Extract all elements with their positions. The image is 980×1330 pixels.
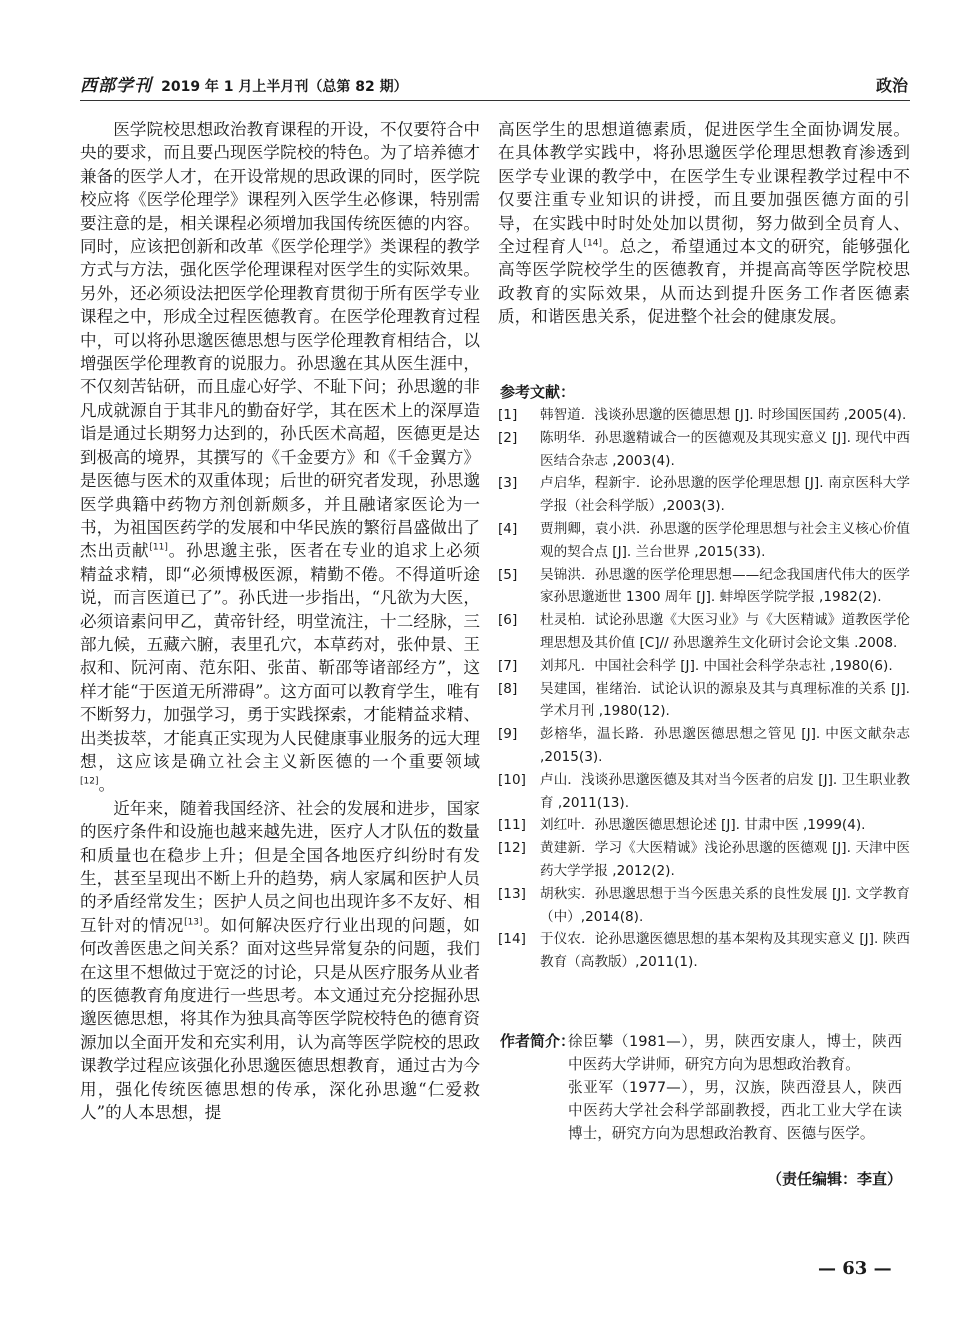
citation-marker: [13] bbox=[184, 917, 203, 928]
references-heading: 参考文献： bbox=[500, 383, 576, 401]
reference-number: [13] bbox=[498, 885, 526, 902]
reference-text: 刘邦凡．中国社会科学 [J]. 中国社会科学杂志社 ,1980(6). bbox=[540, 657, 893, 674]
reference-number: [7] bbox=[498, 657, 518, 674]
reference-text: 杜灵柏．试论孙思邈《大医习业》与《大医精诚》道教医学伦理思想及其价值 [C]// 孙思邈养生文化研讨会论文集 .2008. bbox=[540, 612, 910, 651]
right-column bbox=[498, 118, 910, 329]
reference-list bbox=[498, 404, 910, 974]
reference-number: [14] bbox=[498, 931, 526, 948]
paragraph-text: 。孙思邈主张，医者在专业的追求上必须精益求精，即“必须博极医源，精勤不倦。不得道听途说，而言医道已了”。孙氏进一步指出，“凡欲为大医，必须谙素问甲乙，黄帝针经，明堂流注，十二经脉，三部九候，五藏六腑，表里孔穴，本草药对，张仲景、王叔和、阮河南、范东阳、张苗、靳邵等诸部经方”，这样才能“于医道无所滞碍”。这方面可以教育学生，唯有不断努力，加强学习，勇于实践探索，才能精益求精、出类拔萃，才能真正实现为人民健康事业服务的远大理想，这应该是确立社会主义新医德的一个重要领域 bbox=[80, 541, 481, 771]
author-intro bbox=[568, 1030, 902, 1145]
reference-text: 陈明华．孙思邈精诚合一的医德观及其现实意义 [J]. 现代中西医结合杂志 ,2003(4). bbox=[540, 429, 910, 469]
reference-item bbox=[498, 655, 910, 678]
paragraph-text: 。如何解决医疗行业出现的问题，如何改善医患之间关系？面对这些异常复杂的问题，我们在这里不想做过于宽泛的讨论，只是从医疗服务从业者的医德教育角度进行一些思考。本文通过充分挖掘孙思邈医德思想，将其作为独具高等医学院校特色的德育资源加以全面开发和充实利用，认为高等医学院校的思政课教学过程应该强化孙思邈医德思想教育，通过古为今用，强化传统医德思想的传承，深化孙思邈“仁爱救人”的人本思想，提 bbox=[80, 915, 481, 1123]
reference-number: [1] bbox=[498, 407, 518, 423]
running-header bbox=[80, 72, 910, 101]
reference-item bbox=[498, 769, 910, 815]
paragraph-text: 。 bbox=[98, 775, 116, 795]
reference-item bbox=[498, 518, 910, 564]
reference-text: 卢山．浅谈孙思邈医德及其对当今医者的启发 [J]. 卫生职业教育 ,2011(13). bbox=[540, 771, 910, 811]
reference-number: [2] bbox=[498, 429, 518, 446]
reference-text: 卢启华，程新宇．论孙思邈的医学伦理思想 [J]. 南京医科大学学报（社会科学版）,2003(3). bbox=[540, 475, 910, 515]
reference-text: 胡秋实．孙思邈思想于当今医患关系的良性发展 [J]. 文学教育（中）,2014(8). bbox=[540, 885, 910, 925]
reference-item bbox=[498, 883, 910, 929]
reference-number: [10] bbox=[498, 771, 526, 788]
reference-item bbox=[498, 678, 910, 724]
left-column bbox=[80, 118, 480, 1124]
reference-number: [9] bbox=[498, 726, 518, 743]
journal-logo: 西部学刊 bbox=[80, 76, 152, 96]
reference-item bbox=[498, 564, 910, 610]
reference-text: 刘红叶．孙思邈医德思想论述 [J]. 甘肃中医 ,1999(4). bbox=[540, 817, 866, 834]
reference-number: [3] bbox=[498, 475, 518, 492]
author-intro-label: 作者简介： bbox=[500, 1032, 576, 1050]
reference-item bbox=[498, 472, 910, 518]
citation-marker: [11] bbox=[149, 542, 168, 553]
reference-number: [12] bbox=[498, 840, 526, 857]
reference-number: [6] bbox=[498, 612, 518, 629]
reference-item bbox=[498, 427, 910, 473]
reference-item bbox=[498, 837, 910, 883]
author-bio: 张亚军（1977—），男，汉族，陕西澄县人，陕西中医药大学社会科学部副教授，西北工业大学在读博士，研究方向为思想政治教育、医德与医学。 bbox=[568, 1079, 902, 1142]
reference-item bbox=[498, 404, 910, 427]
paragraph-text: 近年来，随着我国经济、社会的发展和进步，国家的医疗条件和设施也越来越先进，医疗人才队伍的数量和质量也在稳步上升；但是全国各地医疗纠纷时有发生，甚至呈现出不断上升的趋势，病人家属和医护人员的矛盾经常发生；医护人员之间也出现许多不友好、相互针对的情况 bbox=[80, 798, 480, 935]
reference-text: 贾荆卿，袁小洪．孙思邈的医学伦理思想与社会主义核心价值观的契合点 [J]. 兰台世界 ,2015(33). bbox=[540, 520, 910, 560]
page-number: — 63 — bbox=[818, 1258, 892, 1279]
reference-number: [5] bbox=[498, 566, 518, 583]
paragraph-text: 。总之，希望通过本文的研究，能够强化高等医学院校学生的医德教育，并提高高等医学院校思政教育的实际效果，从而达到提升医务工作者医德素质，和谐医患关系，促进整个社会的健康发展。 bbox=[498, 237, 910, 327]
reference-text: 韩智道．浅谈孙思邈的医德思想 [J]. 时珍国医国药 ,2005(4). bbox=[540, 407, 907, 423]
paragraph-text: 医学院校思想政治教育课程的开设，不仅要符合中央的要求，而且要凸现医学院校的特色。为了培养德才兼备的医学人才，在开设常规的思政课的同时，医学院校应将《医学伦理学》课程列入医学生必修课，特别需要注意的是，相关课程必须增加我国传统医德的内容。同时，应该把创新和改革《医学伦理学》类课程的教学方式与方法，强化医学伦理课程对医学生的实际效果。另外，还必须设法把医学伦理教育贯彻于所有医学专业课程之中，形成全过程医德教育。在医学伦理教育过程中，可以将孙思邈医德思想与医学伦理教育相结合，以增强医学伦理教育的说服力。孙思邈在其从医生涯中，不仅刻苦钻研，而且虚心好学、不耻下问；孙思邈的非凡成就源自于其非凡的勤奋好学，其在医术上的深厚造诣是通过长期努力达到的，孙氏医术高超，医德更是达到极高的境界，其撰写的《千金要方》和《千金翼方》是医德与医术的双重体现；后世的研究者发现，孙思邈医学典籍中药物方剂创新颇多，并且融诸家医论为一书，为祖国医药学的发展和中华民族的繁衍昌盛做出了杰出贡献 bbox=[80, 120, 480, 561]
reference-number: [8] bbox=[498, 680, 518, 697]
reference-number: [4] bbox=[498, 520, 518, 537]
issue-info: 2019 年 1 月上半月刊（总第 82 期） bbox=[161, 79, 408, 95]
paragraph-text: 高医学生的思想道德素质，促进医学生全面协调发展。在具体教学实践中，将孙思邈医学伦理思想教育渗透到医学专业课的教学中，在医学生专业课程教学过程中不仅要注重专业知识的讲授，而且要加强医德方面的引导，在实践中时时处处加以贯彻，努力做到全员育人、全过程育人 bbox=[498, 120, 910, 257]
reference-item bbox=[498, 928, 910, 974]
citation-marker: [12] bbox=[80, 776, 99, 787]
body-paragraph bbox=[80, 118, 480, 797]
reference-text: 吴建国，崔绪治．试论认识的源泉及其与真理标准的关系 [J]. 学术月刊 ,1980(12). bbox=[540, 680, 910, 720]
reference-text: 吴锦洪．孙思邈的医学伦理思想——纪念我国唐代伟大的医学家孙思邈逝世 1300 周年 [J]. 蚌埠医学院学报 ,1982(2). bbox=[540, 566, 910, 606]
responsible-editor: （责任编辑：李直） bbox=[766, 1170, 902, 1188]
reference-text: 于仪农．论孙思邈医德思想的基本架构及其现实意义 [J]. 陕西教育（高教版）,2011(1). bbox=[540, 931, 910, 971]
reference-item bbox=[498, 609, 910, 655]
reference-item bbox=[498, 723, 910, 769]
reference-text: 彭榕华，温长路．孙思邈医德思想之管见 [J]. 中医文献杂志 ,2015(3). bbox=[540, 726, 910, 765]
reference-item bbox=[498, 814, 910, 837]
citation-marker: [14] bbox=[583, 238, 603, 249]
reference-number: [11] bbox=[498, 817, 526, 834]
author-bio: 徐臣攀（1981—），男，陕西安康人，博士，陕西中医药大学讲师，研究方向为思想政治教育。 bbox=[568, 1033, 902, 1073]
reference-text: 黄建新．学习《大医精诚》浅论孙思邈的医德观 [J]. 天津中医药大学学报 ,2012(2). bbox=[540, 840, 910, 879]
body-paragraph bbox=[80, 797, 480, 1125]
body-paragraph bbox=[498, 118, 910, 329]
section-name: 政治 bbox=[875, 76, 908, 95]
header-left bbox=[80, 71, 408, 96]
